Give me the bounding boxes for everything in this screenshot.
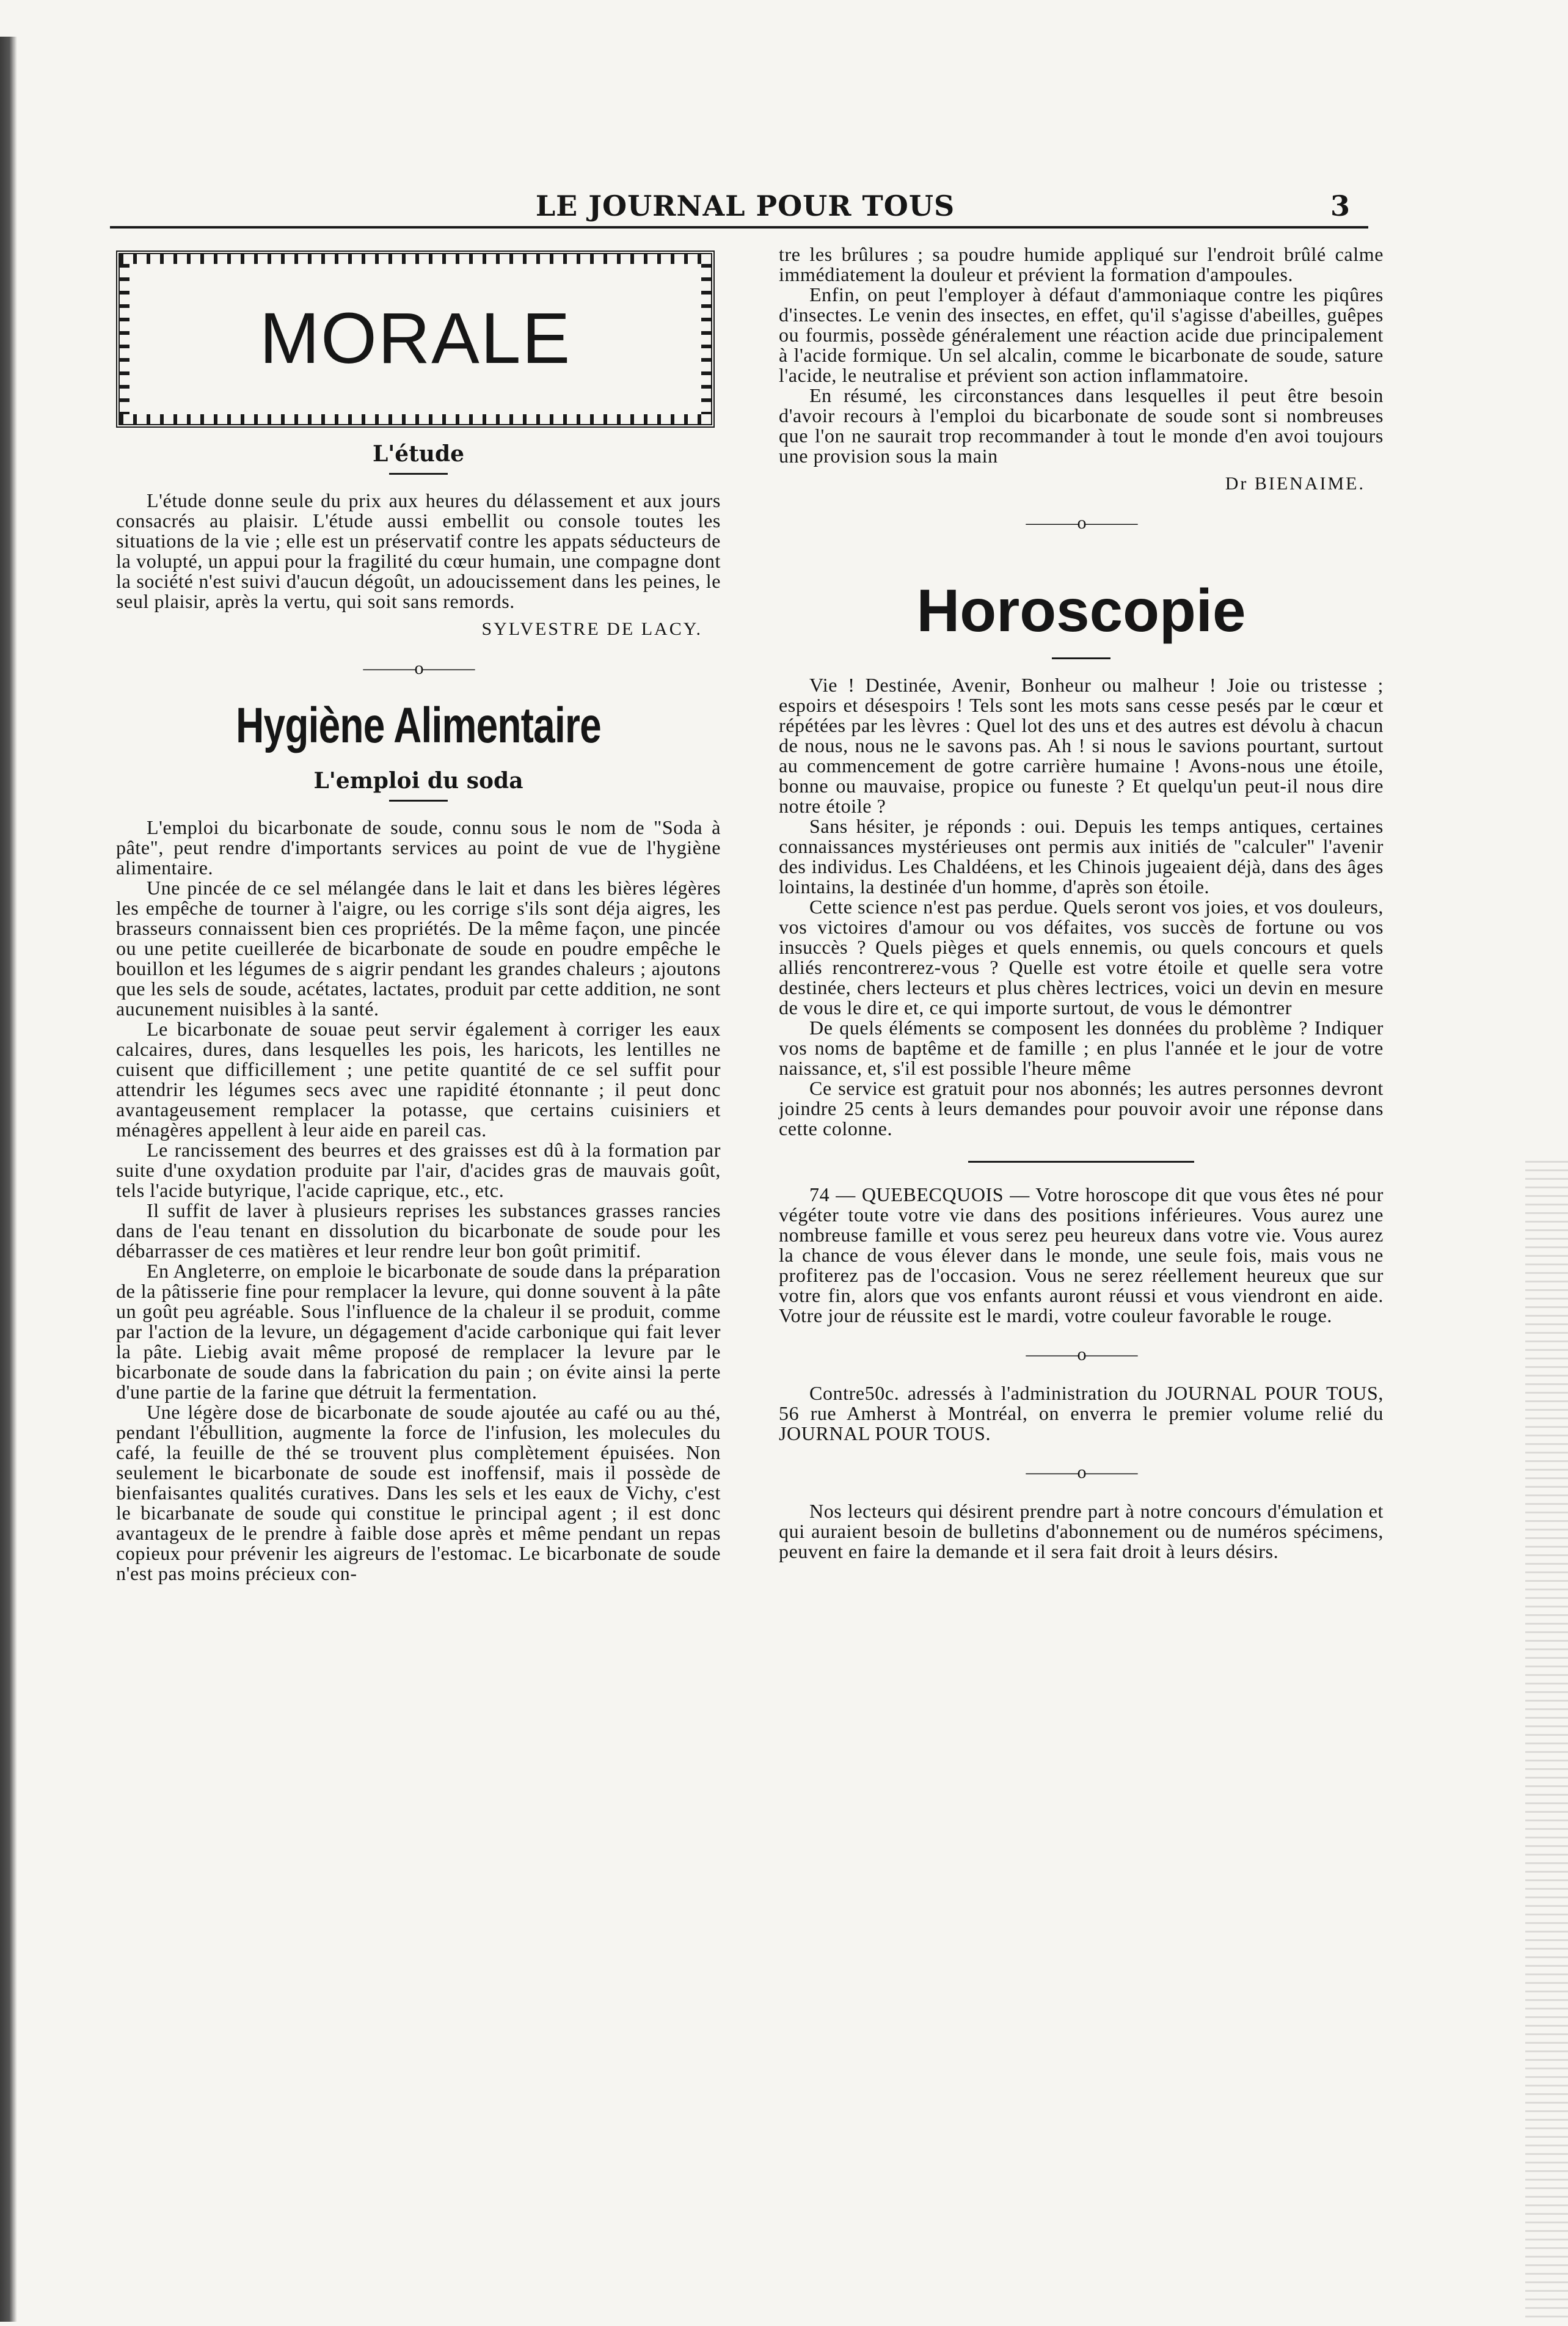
hygiene-paragraph: En Angleterre, on emploie le bicarbonate de soude dans la préparation de la pâtisserie fine pour remplacer la levure, qui donne souvent à la pâte un goût peu agréable. Sous l'influence de la chaleur il se produit, comme par l'action de la levure, un dégagement d'acide carbonique qui fait lever la pâte. Liebig avait même proposé de remplacer la levure par le bicarbonate de soude dans la fabrication du pain ; on évite ainsi la perte d'une partie de la farine que détruit la fermentation. bbox=[116, 1260, 721, 1403]
right-column bbox=[779, 244, 1384, 1562]
page-header bbox=[110, 189, 1368, 229]
short-rule bbox=[389, 800, 448, 802]
hygiene-continued-paragraph: Enfin, on peut l'employer à défaut d'ammoniaque contre les piqûres d'insectes. Le venin des insectes, en effet, qu'il s'agisse d'abeilles, guêpes ou fourmis, possède généralement une réaction acide due principalement à l'acide formique. Un sel alcalin, comme le bicarbonate de soude, sature l'acide, le neutralise et prévient son action inflammatoire. bbox=[779, 283, 1384, 386]
hygiene-author: Dr BIENAIME. bbox=[1225, 474, 1365, 494]
page-number: 3 bbox=[1330, 189, 1350, 222]
hygiene-paragraph: L'emploi du bicarbonate de soude, connu sous le nom de "Soda à pâte", peut rendre d'importants services au point de vue de l'hygiène alimentaire. bbox=[116, 816, 721, 879]
morale-author: SYLVESTRE DE LACY. bbox=[481, 619, 702, 639]
scan-edge-right bbox=[1525, 1161, 1568, 2322]
hygiene-paragraph: Le bicarbonate de souae peut servir également à corriger les eaux calcaires, dures, dans lesquelles les pois, les haricots, les lentilles ne cuisent que difficillement ; une petite quantité de ce sel suffit pour attendrir les légumes secs avec une rapidité étonnante ; il peut donc avantageusement remplacer la potasse, que certains cuisiniers et ménagères appellent à leur aide en pareil cas. bbox=[116, 1018, 721, 1141]
scan-edge-left bbox=[0, 37, 17, 2322]
hygiene-paragraph: Une pincée de ce sel mélangée dans le lait et dans les bières légères les empêche de tourner à l'aigre, ou les corrige s'ils sont déja aigres, les brasseurs connaissent bien ces propriétés. De la même façon, une pincée ou une petite cueillerée de bicarbonate de soude en poudre empêche le bouillon et les légumes de s aigrir pendant les grandes chaleurs ; ajoutons que les sels de soude, acétates, lactates, produit par cette addition, ne sont aucunement nuisibles à la santé. bbox=[116, 877, 721, 1020]
horoscope-reply: 74 — QUEBECQUOIS — Votre horoscope dit que vous êtes né pour végéter toute votre vie dans des positions inférieures. Vous aurez une nombreuse famille et vous serez peu heureux dans votre vie. Vous aurez la chance de vous élever dans le monde, une seule fois, mais vous ne profiterez pas de l'occasion. Vous ne serez réellement heureux que sur votre fin, alors que vos enfants auront réussi et vous viendront en aide. Votre jour de réussite est le mardi, votre couleur favorable le rouge. bbox=[779, 1183, 1384, 1326]
horoscopie-paragraph: Cette science n'est pas perdue. Quels seront vos joies, et vos douleurs, vos victoires d'amour ou vos défaites, vos succès de fortune ou vos insuccès ? Quels pièges et quels ennemis, ou quels concours et quels alliés rencontrerez-vous ? Quelle est votre étoile et quelle sera votre destinée, chers lecteurs et plus chères lectrices, voici un devin en mesure de vous le dire et, ce qui importe surtout, de vous le démontrer bbox=[779, 896, 1384, 1019]
morale-text: L'étude donne seule du prix aux heures du délassement et aux jours consacrés au plaisir. L'étude aussi embellit ou console toutes les situations de la vie ; elle est un préservatif contre les appats séducteurs de la volupté, un appui pour la fragilité du cœur humain, une compagne dont la société n'est suivi d'aucun dégoût, un adoucissement dans les peines, le seul plaisir, après la vertu, qui soit sans remords. bbox=[116, 489, 721, 612]
hygiene-paragraph: Le rancissement des beurres et des graisses est dû à la formation par suite d'une oxydation produite par l'air, d'acides gras de mauvais goût, tels l'acide butyrique, l'acide caprique, etc., etc. bbox=[116, 1139, 721, 1201]
left-column bbox=[116, 244, 721, 1584]
hygiene-continued-paragraph: En résumé, les circonstances dans lesquelles il peut être besoin d'avoir recours à l'emploi du bicarbonate de soude sont si nombreuses que l'on ne saurait trop recommander à tout le monde d'en avoi toujours une provision sous la main bbox=[779, 384, 1384, 467]
notice-paragraph: Contre50c. adressés à l'administration du JOURNAL POUR TOUS, 56 rue Amherst à Montréal, on enverra le premier volume relié du JOURNAL POUR TOUS. bbox=[779, 1382, 1384, 1444]
morale-ornamental-box bbox=[116, 251, 715, 428]
hygiene-paragraph: Il suffit de laver à plusieurs reprises les substances grasses rancies dans de l'eau tenant en dissolution du bicarbonate de soude pour les débarrasser de ces matières et leur rendre leur bon goût primitif. bbox=[116, 1199, 721, 1262]
horoscopie-paragraph: De quels éléments se composent les données du problème ? Indiquer vos noms de baptême et de famille ; en plus l'année et le jour de votre naissance, et, s'il est possible l'heure même bbox=[779, 1017, 1384, 1079]
hygiene-paragraph: Une légère dose de bicarbonate de soude ajoutée au café ou au thé, pendant l'ébullition, augmente la force de l'infusion, les molecules du café, la feuille de thé se trouvent plus complètement épuisées. Non seulement le bicarbonate de soude est inoffensif, mais il possède de bienfaisantes qualités curatives. Dans les sels et les eaux de Vichy, c'est le bicarbanate de soude qui constitue le principal agent ; il est donc avantageux de le prendre à faible dose après et même pendant un repas copieux pour prévenir les aigreurs de l'estomac. Le bicarbonate de soude n'est pas moins précieux con- bbox=[116, 1401, 721, 1584]
journal-title: LE JOURNAL POUR TOUS bbox=[535, 189, 955, 222]
section-separator: ———o——— bbox=[1026, 1344, 1137, 1364]
horoscopie-paragraph: Ce service est gratuit pour nos abonnés; les autres personnes devront joindre 25 cents à leurs demandes pour pouvoir avoir une réponse dans cette colonne. bbox=[779, 1077, 1384, 1139]
short-rule bbox=[389, 473, 448, 475]
section-separator: ———o——— bbox=[1026, 513, 1137, 533]
section-separator: ———o——— bbox=[363, 658, 474, 678]
horoscopie-paragraph: Vie ! Destinée, Avenir, Bonheur ou malheur ! Joie ou tristesse ; espoirs et désespoirs ! Tels sont les mots sans cesse pesés par le cœur et répétées par les lèvres : Quel lot des uns et des autres est dévolu à chacun de nous, nous ne le savons pas. Ah ! si nous le savions pourtant, surtout au commencement de gotre carrière humaine ! Avons-nous une étoile, bonne ou mauvaise, propice ou funeste ? Et quelqu'un peut-il nous dire notre étoile ? bbox=[779, 674, 1384, 817]
hygiene-subtitle: L'emploi du soda bbox=[313, 768, 523, 794]
short-rule bbox=[1052, 657, 1110, 659]
horizontal-rule bbox=[968, 1161, 1194, 1163]
hygiene-continued-paragraph: tre les brûlures ; sa poudre humide appliqué sur l'endroit brûlé calme immédiatement la douleur et prévient la formation d'ampoules. bbox=[779, 243, 1384, 285]
hygiene-title: Hygiène Alimentaire bbox=[236, 698, 601, 753]
notice-paragraph: Nos lecteurs qui désirent prendre part à notre concours d'émulation et qui auraient besoin de bulletins d'abonnement ou de numéros spécimens, peuvent en faire la demande et il sera fait droit à leurs désirs. bbox=[779, 1500, 1384, 1562]
horoscopie-title: Horoscopie bbox=[916, 577, 1246, 644]
morale-title: MORALE bbox=[259, 298, 572, 379]
morale-subtitle: L'étude bbox=[372, 441, 465, 467]
section-separator: ———o——— bbox=[1026, 1462, 1137, 1482]
horoscopie-paragraph: Sans hésiter, je réponds : oui. Depuis les temps antiques, certaines connaissances mystérieuses ont permis aux initiés de "calculer" l'avenir des individus. Les Chaldéens, et les Chinois jugeaient déjà, dans des âges lointains, la destinée d'un homme, d'après son étoile. bbox=[779, 815, 1384, 898]
